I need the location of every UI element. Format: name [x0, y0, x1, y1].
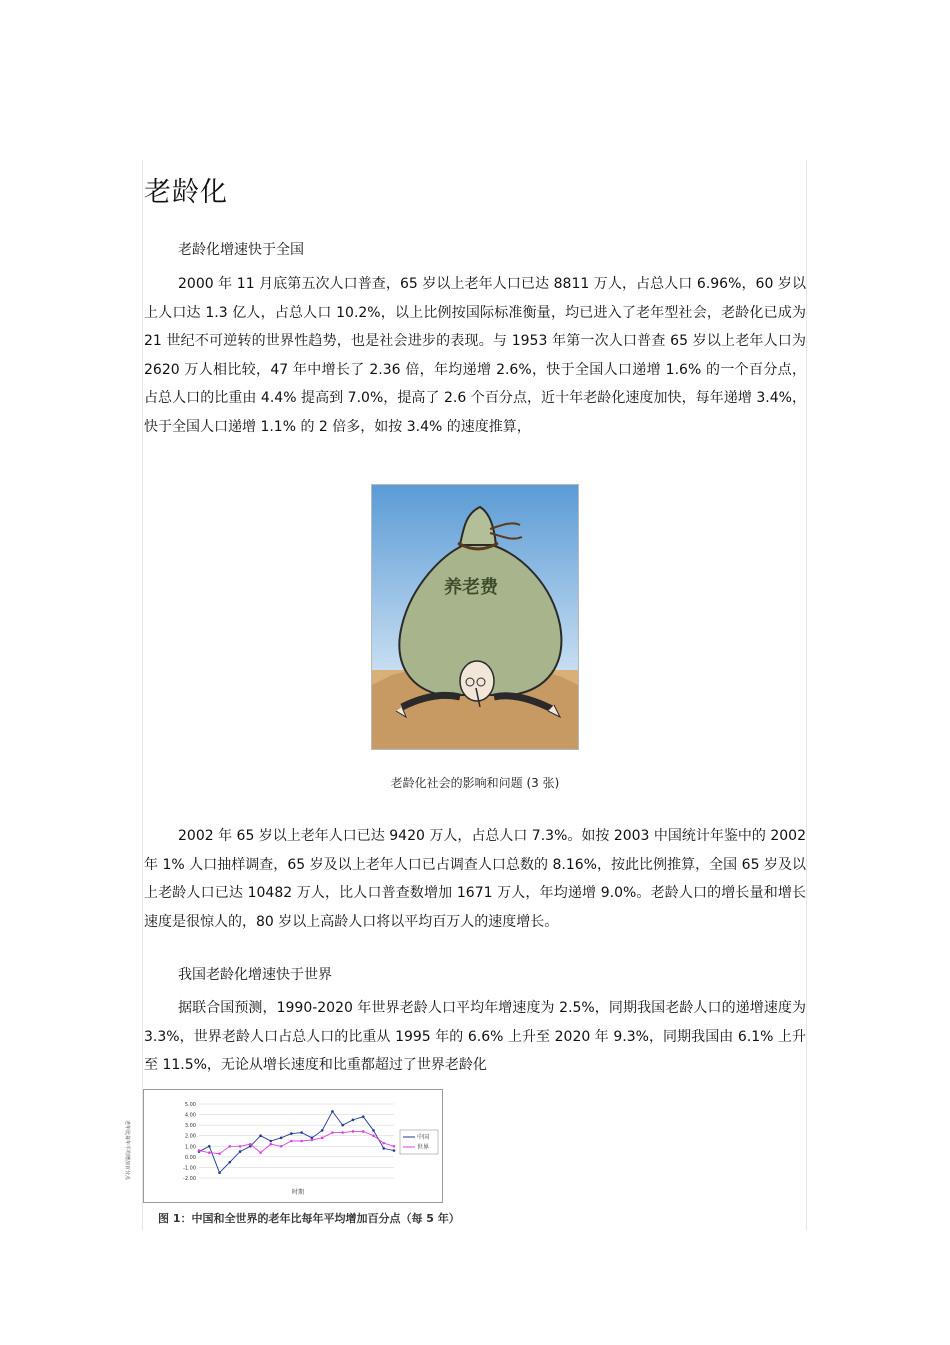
- chart-y-tick-label: 4.00: [184, 1112, 196, 1119]
- content-frame-left: [142, 160, 143, 1230]
- chart-svg: [124, 1090, 442, 1202]
- chart-y-axis-label: 老年比每年平均增加百分点: [124, 1120, 130, 1181]
- chart-point: [280, 1137, 283, 1140]
- section-heading-national: 老龄化增速快于全国: [178, 242, 304, 258]
- chart-y-tick-label: 2.00: [184, 1133, 196, 1140]
- chart-point: [290, 1140, 293, 1143]
- chart-point: [372, 1134, 375, 1137]
- chart-point: [321, 1129, 324, 1132]
- content-frame-right: [806, 160, 807, 1230]
- chart-point: [290, 1132, 293, 1135]
- aging-rate-chart: [124, 1089, 443, 1203]
- chart-y-tick-label: 5.00: [184, 1102, 196, 1108]
- chart-point: [228, 1161, 231, 1164]
- chart-point: [270, 1140, 273, 1143]
- paragraph-2002-statistics: 2002 年 65 岁以上老年人口已达 9420 万人，占总人口 7.3%。如按 2003 中国统计年鉴中的 2002 年 1% 人口抽样调查，65 岁及以上老年人口已占调查人口总数的 8.16%，按此比例推算，全国 65 岁及以上老龄人口已达 10482 万人，比人口普查数增加 1671 万人，年均递增 9.0%。老龄人口的增长量和增长速度是很惊人的，80 岁以上高龄人口将以平均百万人的速度增长。: [144, 828, 806, 930]
- cartoon-illustration: [372, 485, 578, 749]
- section-heading-world: 我国老龄化增速快于世界: [178, 967, 332, 983]
- chart-y-tick-label: -1.00: [183, 1165, 196, 1172]
- chart-point: [218, 1171, 221, 1174]
- chart-point: [393, 1149, 396, 1152]
- chart-series: [198, 1110, 396, 1174]
- chart-point: [198, 1149, 201, 1152]
- chart-point: [228, 1145, 231, 1148]
- chart-point: [280, 1145, 283, 1148]
- chart-y-tick-label: -2.00: [183, 1176, 196, 1182]
- chart-point: [270, 1143, 273, 1146]
- chart-series-line-0: [199, 1111, 394, 1172]
- chart-point: [321, 1137, 324, 1140]
- chart-point: [352, 1130, 355, 1133]
- bag-label: 养老费: [444, 577, 498, 598]
- chart-point: [372, 1129, 375, 1132]
- chart-y-tick-label: 1.00: [184, 1144, 196, 1151]
- chart-y-tick-label: 3.00: [184, 1123, 196, 1130]
- chart-point: [362, 1115, 365, 1118]
- chart-point: [300, 1140, 303, 1143]
- chart-point: [393, 1145, 396, 1148]
- chart-point: [218, 1152, 221, 1155]
- paragraph-un-forecast: 据联合国预测，1990-2020 年世界老龄人口平均年增速度为 2.5%，同期我国老龄人口的递增速度为 3.3%，世界老龄人口占总人口的比重从 1995 年的 6.6% 上升至 2020 年 9.3%，同期我国由 6.1% 上升至 11.5%，无论从增长速度和比重都超过了世界老龄化: [144, 1000, 806, 1074]
- chart-point: [259, 1134, 262, 1137]
- chart-point: [352, 1119, 355, 1122]
- chart-point: [362, 1130, 365, 1133]
- chart-point: [311, 1139, 314, 1142]
- chart-caption: 图 1：中国和全世界的老年比每年平均增加百分点（每 5 年）: [158, 1212, 460, 1225]
- chart-point: [382, 1147, 385, 1150]
- chart-y-ticks: [183, 1102, 196, 1182]
- chart-x-axis-label: 时期: [292, 1189, 305, 1196]
- paragraph-census-2000: 2000 年 11 月底第五次人口普查，65 岁以上老年人口已达 8811 万人，占总人口 6.96%，60 岁以上人口达 1.3 亿人，占总人口 10.2%，以上比例按国际标准衡量，均已进入了老年型社会，老龄化已成为 21 世纪不可逆转的世界性趋势，也是社会进步的表现。与 1953 年第一次人口普查 65 岁以上老年人口为 2620 万人相比较，47 年中增长了 2.36 倍，年均递增 2.6%，快于全国人口递增 1.6% 的一个百分点，占总人口的比重由 4.4% 提高到 7.0%，提高了 2.6 个百分点，近十年老龄化速度加快，每年递增 3.4%，快于全国人口递增 1.1% 的 2 倍多，如按 3.4% 的速度推算，: [144, 276, 806, 435]
- chart-point: [208, 1145, 211, 1148]
- figure-caption: 老龄化社会的影响和问题 (3 张): [390, 776, 560, 790]
- chart-series-line-1: [199, 1131, 394, 1153]
- chart-point: [341, 1124, 344, 1127]
- chart-point: [331, 1110, 334, 1113]
- chart-point: [239, 1150, 242, 1153]
- chart-point: [259, 1151, 262, 1154]
- chart-point: [300, 1131, 303, 1134]
- legend-label-china: 中国: [417, 1134, 430, 1141]
- chart-point: [331, 1131, 334, 1134]
- chart-point: [382, 1142, 385, 1145]
- chart-point: [208, 1151, 211, 1154]
- chart-point: [341, 1131, 344, 1134]
- chart-point: [239, 1145, 242, 1148]
- legend-label-world: 世界: [417, 1144, 430, 1151]
- page-title: 老龄化: [144, 177, 228, 208]
- chart-point: [249, 1143, 252, 1146]
- chart-y-tick-label: 0.00: [184, 1154, 196, 1161]
- pension-cartoon-image: [371, 484, 579, 750]
